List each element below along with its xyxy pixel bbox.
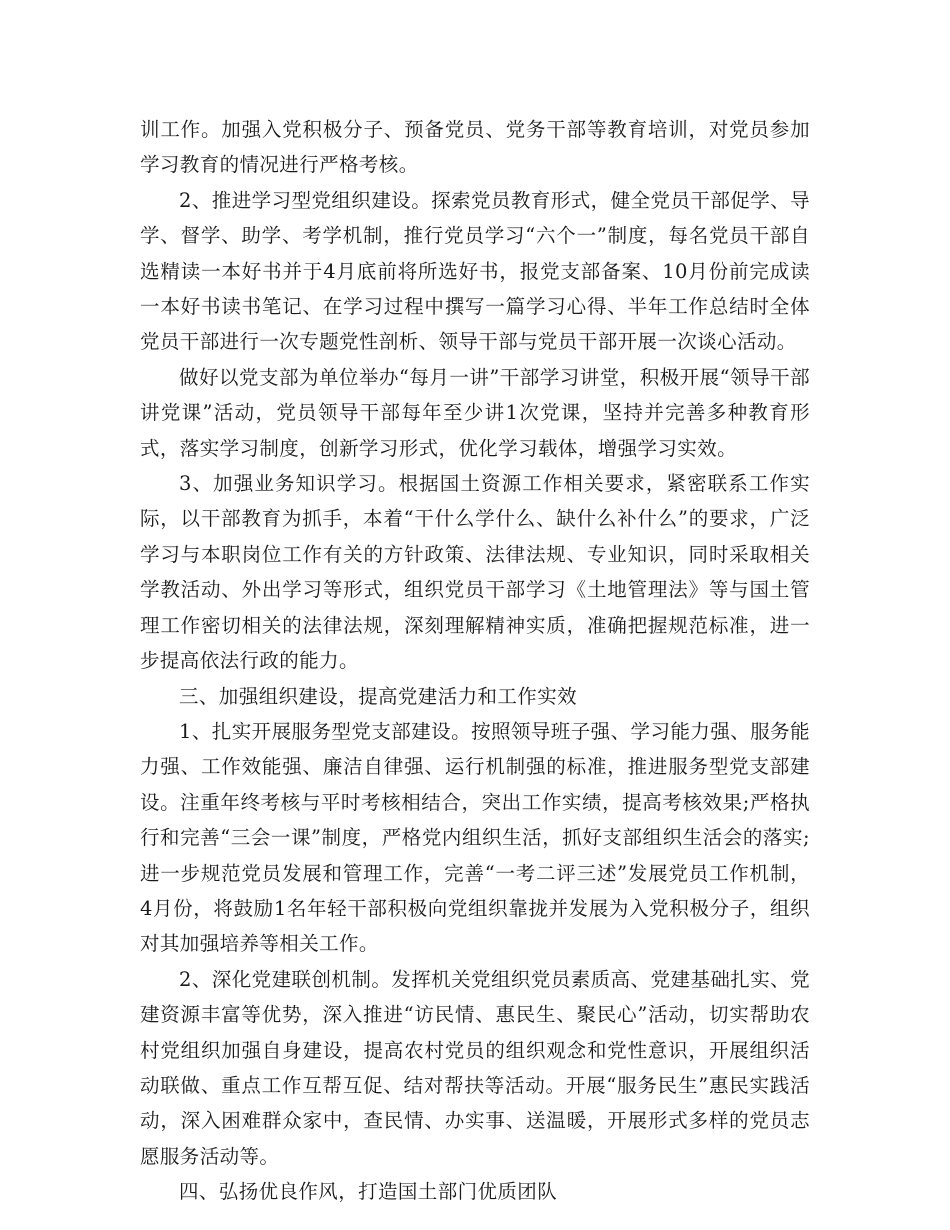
document-body xyxy=(140,112,810,1210)
paragraph-1: 训工作。加强入党积极分子、预备党员、党务干部等教育培训，对党员参加学习教育的情况进行严格考核。 xyxy=(140,118,810,177)
section-heading-3: 三、加强组织建设，提高党建活力和工作实效 xyxy=(179,684,578,708)
paragraph-2: 2、推进学习型党组织建设。探索党员教育形式，健全党员干部促学、导学、督学、助学、考学机制，推行党员学习“六个一”制度，每名党员干部自选精读一本好书并于4月底前将所选好书，报党支部备案、10月份前完成读一本好书读书笔记、在学习过程中撰写一篇学习心得、半年工作总结时全体党员干部进行一次专题党性剖析、领导干部与党员干部开展一次谈心活动。 xyxy=(140,188,810,354)
paragraph-5: 1、扎实开展服务型党支部建设。按照领导班子强、学习能力强、服务能力强、工作效能强、廉洁自律强、运行机制强的标准，推进服务型党支部建设。注重年终考核与平时考核相结合，突出工作实绩，提高考核效果;严格执行和完善“三会一课”制度，严格党内组织生活，抓好支部组织生活会的落实;进一步规范党员发展和管理工作，完善“一考二评三述”发展党员工作机制，4月份，将鼓励1名年轻干部积极向党组织靠拢并发展为入党积极分子，组织对其加强培养等相关工作。 xyxy=(140,719,810,956)
paragraph-3: 做好以党支部为单位举办“每月一讲”干部学习讲堂，积极开展“领导干部讲党课”活动，党员领导干部每年至少讲1次党课，坚持并完善多种教育形式，落实学习制度，创新学习形式，优化学习载体，增强学习实效。 xyxy=(140,365,810,460)
section-heading-4: 四、弘扬优良作风，打造国土部门优质团队 xyxy=(179,1180,558,1204)
paragraph-6: 2、深化党建联创机制。发挥机关党组织党员素质高、党建基础扎实、党建资源丰富等优势，深入推进“访民情、惠民生、聚民心”活动，切实帮助农村党组织加强自身建设，提高农村党员的组织观念和党性意识，开展组织活动联做、重点工作互帮互促、结对帮扶等活动。开展“服务民生”惠民实践活动，深入困难群众家中，查民情、办实事、送温暖，开展形式多样的党员志愿服务活动等。 xyxy=(140,967,810,1168)
paragraph-4: 3、加强业务知识学习。根据国土资源工作相关要求，紧密联系工作实际，以干部教育为抓手，本着“干什么学什么、缺什么补什么”的要求，广泛学习与本职岗位工作有关的方针政策、法律法规、专业知识，同时采取相关学教活动、外出学习等形式，组织党员干部学习《土地管理法》等与国土管理工作密切相关的法律法规，深刻理解精神实质，准确把握规范标准，进一步提高依法行政的能力。 xyxy=(140,472,810,673)
